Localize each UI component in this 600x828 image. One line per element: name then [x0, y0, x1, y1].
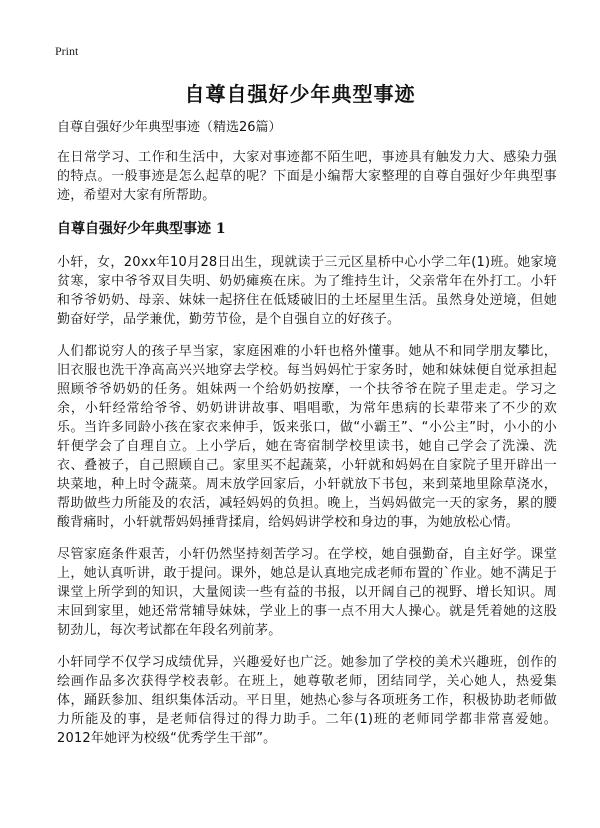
body-paragraph: 小轩，女，20xx年10月28日出生，现就读于三元区星桥中心小学二年(1)班。她家境贫寒，家中爷爷双目失明、奶奶瘫痪在床。为了维持生计，父亲常年在外打工。小轩和爷爷奶奶、母亲、妹妹一起挤住在低矮破旧的土坯屋里生活。虽然身处逆境，但她勤奋好学，品学兼优，勤劳节俭，是个自强自立的好孩子。: [57, 255, 557, 327]
article-body: [57, 118, 557, 761]
page-title: 自尊自强好少年典型事迹: [184, 82, 416, 106]
body-paragraph: 小轩同学不仅学习成绩优异，兴趣爱好也广泛。她参加了学校的美术兴趣班，创作的绘画作品多次获得学校表彰。在班上，她尊敬老师，团结同学，关心她人，热爱集体，踊跃参加、组织集体活动。平日里，她热心参与各项班务工作，积极协助老师做力所能及的事，是老师信得过的得力助手。二年(1)班的老师同学都非常喜爱她。2012年她评为校级“优秀学生干部”。: [57, 655, 557, 746]
body-paragraph: 尽管家庭条件艰苦，小轩仍然坚持刻苦学习。在学校，她自强勤奋，自主好学。课堂上，她认真听讲，敢于提问。课外，她总是认真地完成老师布置的`作业。她不满足于课堂上所学到的知识，大量阅读一些有益的书报，以开阔自己的视野、增长知识。周末回到家里，她还常常辅导妹妹，学业上的事一点不用大人操心。就是凭着她的这股韧劲儿，每次考试都在年段名列前茅。: [57, 547, 557, 638]
intro-paragraph: 在日常学习、工作和生活中，大家对事迹都不陌生吧，事迹具有触发力大、感染力强的特点。一般事迹是怎么起草的呢？下面是小编帮大家整理的自尊自强好少年典型事迹，希望对大家有所帮助。: [57, 150, 557, 203]
section-heading: 自尊自强好少年典型事迹 1: [57, 221, 226, 237]
article-subtitle: 自尊自强好少年典型事迹（精选26篇）: [57, 120, 282, 135]
print-link[interactable]: Print: [55, 44, 79, 58]
body-paragraph: 人们都说穷人的孩子早当家，家庭困难的小轩也格外懂事。她从不和同学朋友攀比，旧衣服也洗干净高高兴兴地穿去学校。每当妈妈忙于家务时，她和妹妹便自觉承担起照顾爷爷奶奶的任务。姐妹两一个给奶奶按摩，一个扶爷爷在院子里走走。学习之余，小轩经常给爷爷、奶奶讲讲故事、唱唱歌，为常年患病的长辈带来了不少的欢乐。当许多同龄小孩在家衣来伸手，饭来张口，做“小霸王”、“小公主”时，小小的小轩便学会了自理自立。上小学后，她在寄宿制学校里读书，她自己学会了洗澡、洗衣、叠被子，自己照顾自己。家里买不起蔬菜，小轩就和妈妈在自家院子里开辟出一块菜地，种上时令蔬菜。周末放学回家后，小轩就放下书包，来到菜地里除草浇水，帮助做些力所能及的农活，减轻妈妈的负担。晚上，当妈妈做完一天的家务，累的腰酸背痛时，小轩就帮妈妈捶背揉肩，给妈妈讲学校和身边的事，为她放松心情。: [57, 344, 557, 530]
